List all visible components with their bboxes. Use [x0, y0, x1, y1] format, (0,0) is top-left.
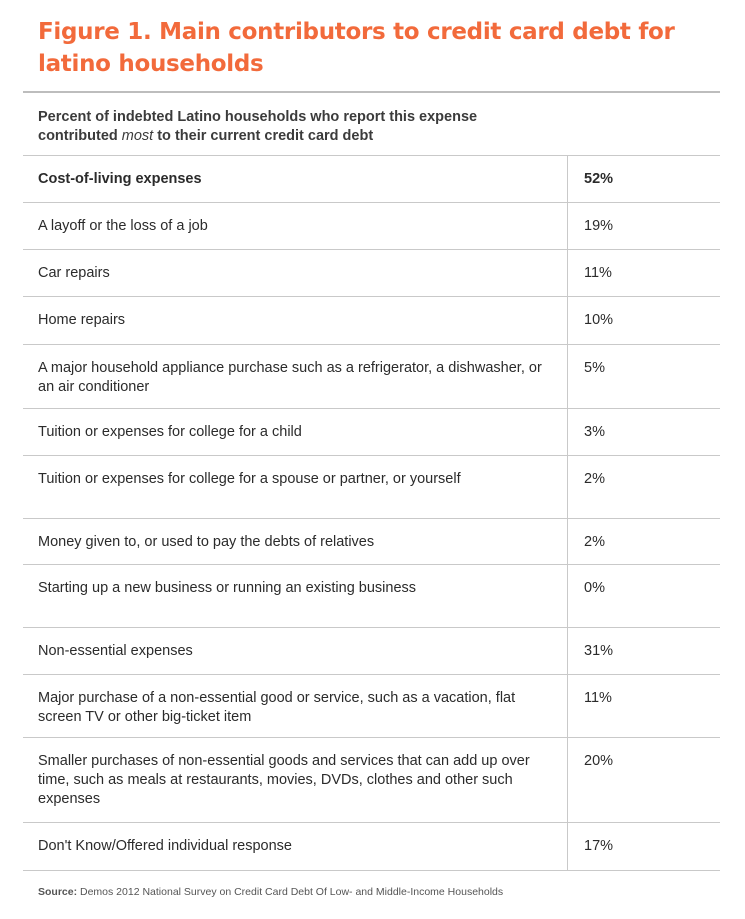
row-label: Non-essential expenses [38, 643, 193, 659]
row-label: Car repairs [38, 265, 110, 281]
source-note [38, 886, 503, 898]
table-row [23, 564, 720, 627]
row-value: 10% [584, 312, 614, 328]
row-rule [23, 870, 720, 871]
table-row [23, 822, 720, 870]
row-value: 52% [584, 171, 614, 187]
row-value: 19% [584, 218, 614, 234]
row-value: 31% [584, 643, 614, 659]
table-row [23, 455, 720, 518]
table-row [23, 674, 720, 737]
row-value: 20% [584, 753, 614, 769]
table-row [23, 627, 720, 674]
row-label: Starting up a new business or running an existing business [38, 580, 417, 596]
row-label: Major purchase of a non-essential good or service, such as a vacation, flat screen TV or other big-ticket item [38, 690, 516, 725]
table-row [23, 249, 720, 296]
row-label: A layoff or the loss of a job [38, 218, 208, 234]
row-value: 17% [584, 838, 614, 854]
row-value: 0% [584, 580, 605, 596]
row-value: 3% [584, 424, 605, 440]
row-value: 11% [584, 265, 612, 281]
row-label: Tuition or expenses for college for a child [38, 424, 302, 440]
source-label: Source: [38, 886, 78, 898]
row-label: Smaller purchases of non-essential goods and services that can add up over time, such as meals at restaurants, movies, DVDs, clothes and other such expenses [38, 753, 530, 807]
row-label: A major household appliance purchase such as a refrigerator, a dishwasher, or an air conditioner [38, 360, 542, 395]
row-label: Money given to, or used to pay the debts of relatives [38, 534, 375, 550]
row-value: 5% [584, 360, 605, 376]
row-label: Cost-of-living expenses [38, 171, 202, 187]
figure-title: Figure 1. Main contributors to credit card debt for latino households [38, 19, 675, 77]
source-text: Demos 2012 National Survey on Credit Card Debt Of Low- and Middle-Income Households [77, 886, 504, 898]
row-value: 11% [584, 690, 612, 706]
table-row [23, 737, 720, 822]
table-row [23, 344, 720, 408]
table-row [23, 296, 720, 344]
row-label: Home repairs [38, 312, 126, 328]
subtitle-text-start: Percent of indebted Latino households who report this expense contributed [38, 109, 478, 144]
table-row [23, 202, 720, 249]
row-value: 2% [584, 471, 605, 487]
table-subtitle [38, 108, 558, 146]
row-value: 2% [584, 534, 605, 550]
table-row [23, 518, 720, 564]
top-rule [23, 91, 720, 93]
subtitle-text-end: to their current credit card debt [153, 128, 374, 144]
table-row [23, 155, 720, 202]
subtitle-emphasis: most [121, 128, 154, 144]
table-row [23, 408, 720, 455]
row-label: Tuition or expenses for college for a spouse or partner, or yourself [38, 471, 461, 487]
row-label: Don't Know/Offered individual response [38, 838, 292, 854]
